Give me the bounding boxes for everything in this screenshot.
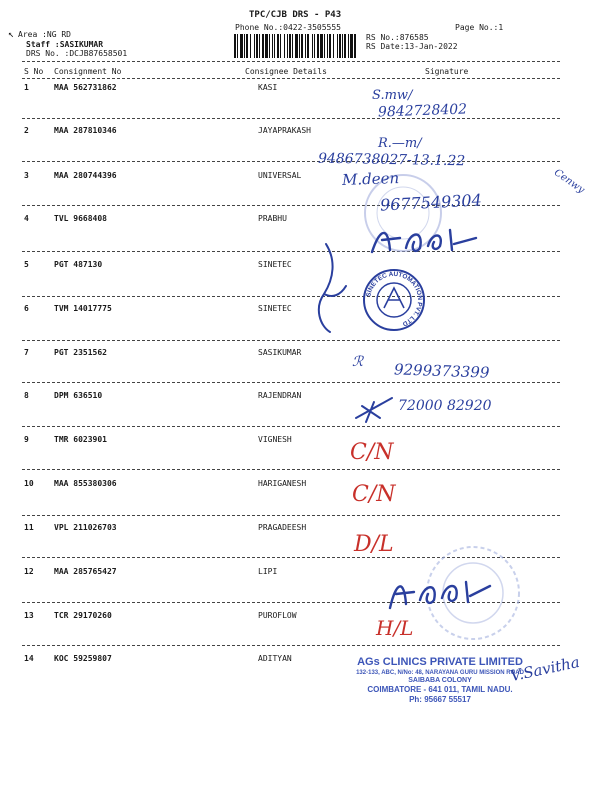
row-consignee: RAJENDRAN [258, 391, 302, 400]
signature-12-scribble [384, 570, 496, 614]
signature-3-phone: 9677549304 [379, 190, 483, 215]
row-sno: 5 [24, 260, 29, 269]
table-row [0, 479, 600, 523]
barcode-bar [246, 34, 248, 58]
barcode-bar [305, 34, 306, 58]
barcode-bar [342, 34, 343, 58]
row-consignee: PRAGADEESH [258, 523, 307, 532]
table-row [0, 435, 600, 479]
signature-11-note: D/L [354, 532, 394, 557]
area-label: Area :NG RD [18, 30, 71, 39]
clinic-name: AGs CLINICS PRIVATE LIMITED [357, 656, 523, 668]
column-consignment: Consignment No [54, 67, 122, 76]
row-sno: 7 [24, 348, 29, 357]
row-divider [22, 296, 560, 297]
table-row [0, 83, 600, 127]
signature-8-phone: 72000 82920 [398, 398, 492, 414]
row-sno: 4 [24, 214, 29, 223]
row-consignment: VPL 211026703 [54, 523, 117, 532]
signature-2-phone: 9486738027-13.1.22 [317, 150, 466, 170]
row-divider [22, 340, 560, 341]
row-consignment: TVL 9668408 [54, 214, 107, 223]
barcode-bar [289, 34, 291, 58]
signature-7-mark: ℛ [352, 354, 364, 370]
clinic-address-2: SAIBABA COLONY [408, 677, 472, 684]
row-consignee: VIGNESH [258, 435, 292, 444]
barcode-bar [250, 34, 251, 58]
row-consignment: MAA 287810346 [54, 126, 117, 135]
signature-14: V.Savitha [508, 652, 582, 686]
row-divider [22, 382, 560, 383]
svg-text:SINETEC AUTOMATION PVT. LTD [365, 271, 423, 327]
row-consignee: SINETEC [258, 304, 292, 313]
barcode-bar [280, 34, 281, 58]
row-sno: 14 [24, 654, 34, 663]
rs-date: RS Date:13-Jan-2022 [366, 42, 458, 51]
row-consignment: MAA 285765427 [54, 567, 117, 576]
row-consignment: TMR 6023901 [54, 435, 107, 444]
row-divider [22, 469, 560, 470]
row-divider [22, 515, 560, 516]
barcode-bar [269, 34, 270, 58]
sinetec-stamp [362, 268, 426, 332]
signature-2-mark: R.—m/ [378, 136, 422, 151]
row-sno: 2 [24, 126, 29, 135]
barcode-bar [344, 34, 346, 58]
signature-3-side: Cenwy [551, 167, 587, 196]
barcode-bar [254, 34, 255, 58]
table-row [0, 348, 600, 392]
barcode-bar [287, 34, 288, 58]
row-sno: 11 [24, 523, 34, 532]
phone-number: Phone No.:0422-3505555 [235, 23, 341, 32]
barcode-bar [237, 34, 238, 58]
table-row [0, 126, 600, 170]
signature-1-phone: 9842728402 [377, 101, 468, 121]
barcode-bar [292, 34, 293, 58]
barcode-bar [317, 34, 319, 58]
barcode-bar [244, 34, 245, 58]
row-consignment: TCR 29170260 [54, 611, 112, 620]
barcode-bar [234, 34, 236, 58]
rs-number: RS No.:876585 [366, 33, 429, 42]
row-sno: 9 [24, 435, 29, 444]
barcode-bar [348, 34, 349, 58]
row-divider [22, 426, 560, 427]
column-sno: S No [24, 67, 44, 76]
row-consignee: PUROFLOW [258, 611, 297, 620]
clinic-address-3: COIMBATORE - 641 011, TAMIL NADU. [367, 685, 513, 694]
barcode-bar [265, 34, 268, 58]
row-consignee: JAYAPRAKASH [258, 126, 311, 135]
corner-mark-icon: ↖ [8, 29, 15, 40]
barcode-bar [299, 34, 300, 58]
row-consignment: KOC 59259807 [54, 654, 112, 663]
row-divider [22, 161, 560, 162]
signature-3-name: M.deen [341, 169, 400, 189]
signature-8-scribble [352, 392, 398, 426]
row-consignee: UNIVERSAL [258, 171, 302, 180]
row-sno: 6 [24, 304, 29, 313]
header-divider-top [22, 61, 560, 62]
row-consignment: DPM 636510 [54, 391, 103, 400]
signature-7-phone: 9299373399 [393, 360, 490, 382]
table-row [0, 171, 600, 215]
row-sno: 8 [24, 391, 29, 400]
row-consignment: MAA 280744396 [54, 171, 117, 180]
signature-10-note: C/N [352, 482, 396, 507]
barcode-bar [339, 34, 341, 58]
barcode-bar [320, 34, 323, 58]
row-consignment: PGT 2351562 [54, 348, 107, 357]
row-consignee: LIPI [258, 567, 278, 576]
row-consignment: MAA 855380306 [54, 479, 117, 488]
barcode-bar [274, 34, 275, 58]
barcode-bar [314, 34, 315, 58]
row-consignee: SASIKUMAR [258, 348, 302, 357]
row-sno: 13 [24, 611, 34, 620]
row-consignee: KASI [258, 83, 278, 92]
barcode-bar [284, 34, 285, 58]
row-consignment: TVM 14017775 [54, 304, 112, 313]
staff-label: Staff :SASIKUMAR [26, 40, 104, 49]
barcode-bar [333, 34, 334, 58]
signature-9-note: C/N [350, 440, 394, 465]
row-consignee: HARIGANESH [258, 479, 307, 488]
barcode-bar [307, 34, 309, 58]
barcode-bar [324, 34, 325, 58]
barcode-bar [301, 34, 303, 58]
drs-number: DRS No. :DCJB87658501 [26, 49, 128, 58]
barcode-bar [240, 34, 243, 58]
barcode-bar [354, 34, 356, 58]
row-sno: 10 [24, 479, 34, 488]
clinic-stamp [340, 656, 540, 704]
barcode-bar [277, 34, 279, 58]
row-divider [22, 118, 560, 119]
clinic-phone: Ph: 95667 55517 [409, 695, 471, 704]
signature-13-note: H/L [376, 616, 414, 640]
barcode-bar [337, 34, 338, 58]
barcode-bar [256, 34, 258, 58]
row-consignee: ADITYAN [258, 654, 292, 663]
row-sno: 12 [24, 567, 34, 576]
row-consignment: MAA 562731862 [54, 83, 117, 92]
row-sno: 1 [24, 83, 29, 92]
barcode [234, 34, 356, 58]
signature-1-mark: S.mw/ [372, 88, 413, 103]
barcode-bar [272, 34, 273, 58]
barcode-bar [329, 34, 331, 58]
row-consignment: PGT 487130 [54, 260, 103, 269]
column-signature: Signature [425, 67, 469, 76]
barcode-bar [312, 34, 313, 58]
barcode-bar [262, 34, 264, 58]
page-number: Page No.:1 [455, 23, 504, 32]
row-consignee: SINETEC [258, 260, 292, 269]
column-consignee: Consignee Details [245, 67, 327, 76]
row-sno: 3 [24, 171, 29, 180]
barcode-bar [327, 34, 328, 58]
row-consignee: PRABHU [258, 214, 287, 223]
signature-4-scribble [366, 220, 486, 260]
table-row [0, 391, 600, 435]
clinic-address-1: 132-133, ABC, N/No: 48, NARAYANA GURU MISSION ROAD [356, 670, 524, 676]
document-title: TPC/CJB DRS - P43 [249, 10, 342, 20]
barcode-bar [259, 34, 260, 58]
barcode-bar [295, 34, 298, 58]
barcode-bar [350, 34, 353, 58]
sinetec-stamp-text: SINETEC AUTOMATION PVT. LTD [365, 270, 424, 328]
header-divider-bottom [22, 78, 560, 79]
